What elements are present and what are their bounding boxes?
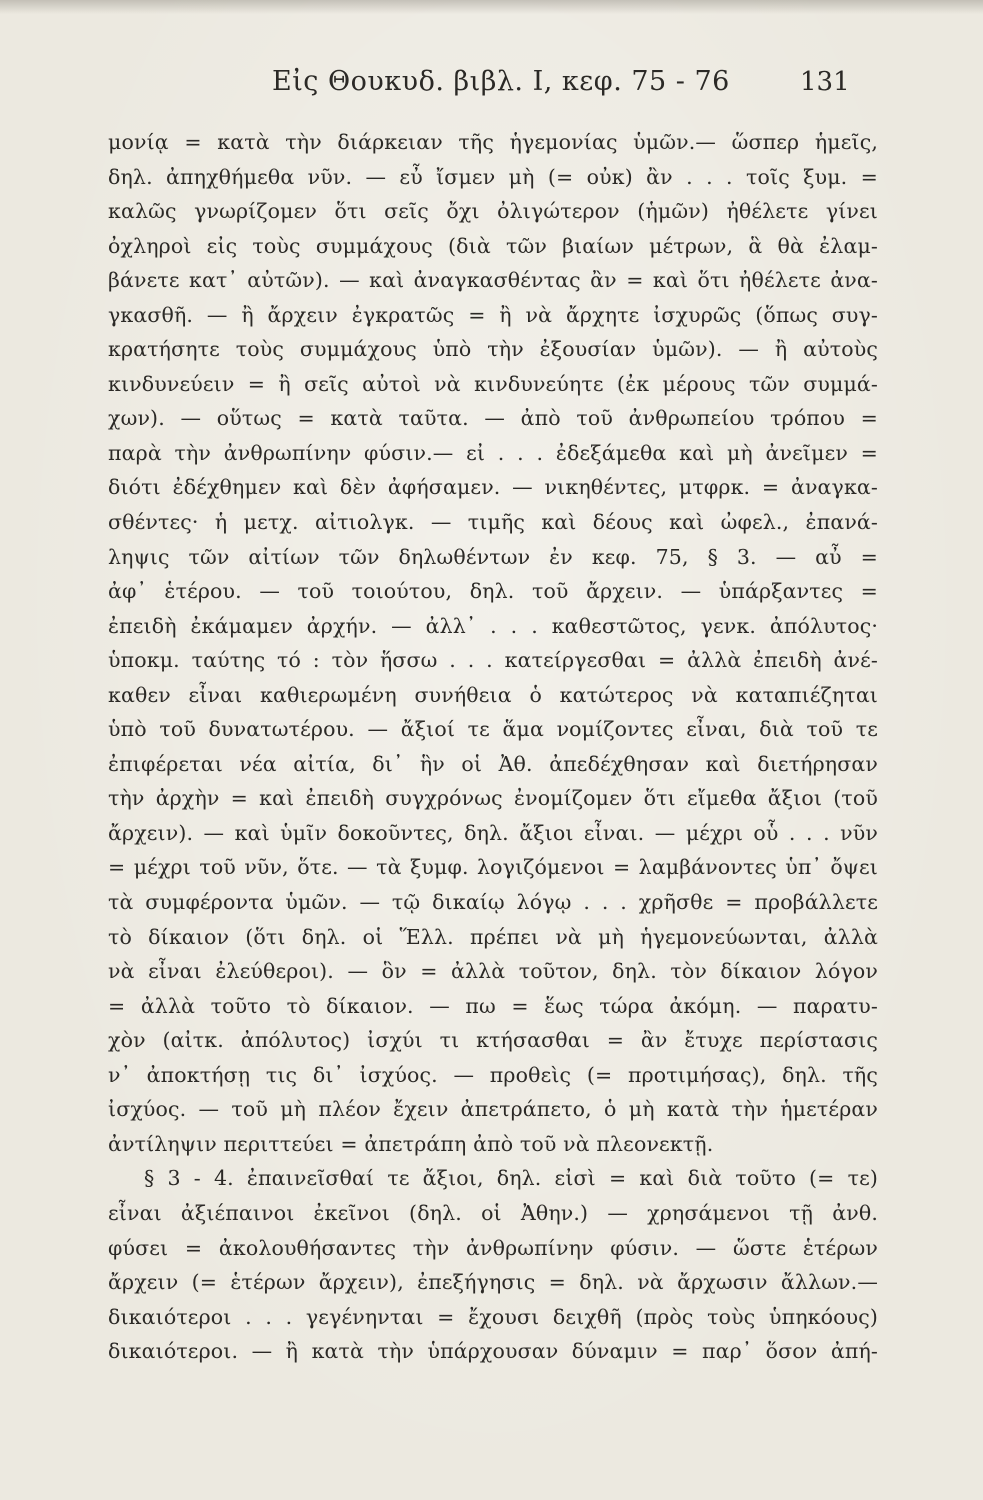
text-line: κρατήσητε τοὺς συμμάχους ὑπὸ τὴν ἐξουσίαν ὑμῶν). — ἢ αὐτοὺς (108, 337, 878, 362)
text-line: ἐπιφέρεται νέα αἰτία, δι᾽ ἣν οἱ Ἀθ. ἀπεδέχθησαν καὶ διετήρησαν (108, 751, 878, 776)
paragraph-end-line: ἀντίληψιν περιττεύει = ἀπετράπη ἀπὸ τοῦ νὰ πλεονεκτῇ. (108, 1131, 714, 1156)
text-line: ἰσχύος. — τοῦ μὴ πλέον ἔχειν ἀπετράπετο, ὁ μὴ κατὰ τὴν ἡμετέραν (108, 1097, 878, 1122)
text-line: καλῶς γνωρίζομεν ὅτι σεῖς ὄχι ὀλιγώτερον (ἡμῶν) ἠθέλετε γίνει (108, 199, 878, 224)
text-line: χὸν (αἰτκ. ἀπόλυτος) ἰσχύι τι κτήσασθαι = ἂν ἔτυχε περίστασις (108, 1028, 878, 1053)
text-line: = μέχρι τοῦ νῦν, ὅτε. — τὰ ξυμφ. λογιζόμενοι = λαμβάνοντες ὑπ᾽ ὄψει (108, 855, 878, 880)
text-line: τὰ συμφέροντα ὑμῶν. — τῷ δικαίῳ λόγῳ . . . χρῆσθε = προβάλλετε (108, 890, 878, 915)
text-line: σθέντες· ἡ μετχ. αἰτιολγκ. — τιμῆς καὶ δέους καὶ ὠφελ., ἐπανά- (108, 510, 878, 535)
text-line: ληψις τῶν αἰτίων τῶν δηλωθέντων ἐν κεφ. 75, § 3. — αὖ = (108, 544, 878, 569)
text-line: τὸ δίκαιον (ὅτι δηλ. οἱ Ἕλλ. πρέπει νὰ μὴ ἡγεμονεύωνται, ἀλλὰ (108, 924, 878, 949)
text-line: τὴν ἀρχὴν = καὶ ἐπειδὴ συγχρόνως ἐνομίζομεν ὅτι εἴμεθα ἄξιοι (τοῦ (108, 786, 878, 811)
text-line: ἄρχειν). — καὶ ὑμῖν δοκοῦντες, δηλ. ἄξιοι εἶναι. — μέχρι οὗ . . . νῦν (108, 820, 878, 845)
running-title: Εἰς Θουκυδ. βιβλ. I, κεφ. 75 - 76 (272, 66, 730, 97)
text-line: ἐπειδὴ ἐκάμαμεν ἀρχήν. — ἀλλ᾽ . . . καθεστῶτος, γενκ. ἀπόλυτος· (108, 613, 878, 638)
text-line: ἄρχειν (= ἑτέρων ἄρχειν), ἐπεξήγησις = δηλ. νὰ ἄρχωσιν ἄλλων.— (108, 1270, 878, 1295)
text-line: ν᾽ ἀποκτήσῃ τις δι᾽ ἰσχύος. — προθεὶς (= προτιμήσας), δηλ. τῆς (108, 1062, 878, 1087)
text-line: ἀφ᾽ ἑτέρου. — τοῦ τοιούτου, δηλ. τοῦ ἄρχειν. — ὑπάρξαντες = (108, 579, 878, 604)
text-line: διότι ἐδέχθημεν καὶ δὲν ἀφήσαμεν. — νικηθέντες, μτφρκ. = ἀναγκα- (108, 475, 878, 500)
text-line: καθεν εἶναι καθιερωμένη συνήθεια ὁ κατώτερος νὰ καταπιέζηται (108, 682, 878, 707)
text-line: = ἀλλὰ τοῦτο τὸ δίκαιον. — πω = ἕως τώρα ἀκόμη. — παρατυ- (108, 993, 878, 1018)
text-line: βάνετε κατ᾽ αὐτῶν). — καὶ ἀναγκασθέντας ἂν = καὶ ὅτι ἠθέλετε ἀνα- (108, 268, 878, 293)
text-line: μονίᾳ = κατὰ τὴν διάρκειαν τῆς ἡγεμονίας ὑμῶν.— ὥσπερ ἡμεῖς, (108, 130, 878, 154)
scan-edge-shadow (0, 0, 983, 14)
text-line: δηλ. ἀπηχθήμεθα νῦν. — εὖ ἴσμεν μὴ (= οὐκ) ἂν . . . τοῖς ξυμ. = (108, 164, 878, 189)
body-text (108, 125, 878, 1369)
text-line: εἶναι ἀξιέπαινοι ἐκεῖνοι (δηλ. οἱ Ἀθην.) — χρησάμενοι τῇ ἀνθ. (108, 1200, 878, 1225)
text-line: νὰ εἶναι ἐλεύθεροι). — ὃν = ἀλλὰ τοῦτον, δηλ. τὸν δίκαιον λόγον (108, 959, 878, 984)
text-line: γκασθῆ. — ἢ ἄρχειν ἐγκρατῶς = ἢ νὰ ἄρχητε ἰσχυρῶς (ὅπως συγ- (108, 302, 878, 327)
text-line: χων). — οὕτως = κατὰ ταῦτα. — ἀπὸ τοῦ ἀνθρωπείου τρόπου = (108, 406, 878, 431)
text-line: κινδυνεύειν = ἢ σεῖς αὐτοὶ νὰ κινδυνεύητε (ἐκ μέρους τῶν συμμά- (108, 371, 878, 396)
text-line: παρὰ τὴν ἀνθρωπίνην φύσιν.— εἰ . . . ἐδεξάμεθα καὶ μὴ ἀνεῖμεν = (108, 440, 878, 465)
text-line: ὑποκμ. ταύτης τό : τὸν ἥσσω . . . κατείργεσθαι = ἀλλὰ ἐπειδὴ ἀνέ- (108, 648, 878, 673)
text-line: δικαιότεροι . . . γεγένηνται = ἔχουσι δειχθῆ (πρὸς τοὺς ὑπηκόους) (108, 1304, 878, 1329)
text-line: δικαιότεροι. — ἢ κατὰ τὴν ὑπάρχουσαν δύναμιν = παρ᾽ ὅσον ἀπή- (108, 1339, 878, 1364)
text-line: ὀχληροὶ εἰς τοὺς συμμάχους (διὰ τῶν βιαίων μέτρων, ἃ θὰ ἐλαμ- (108, 233, 878, 258)
text-line: ὑπὸ τοῦ δυνατωτέρου. — ἄξιοί τε ἅμα νομίζοντες εἶναι, διὰ τοῦ τε (108, 717, 878, 742)
page-number: 131 (800, 67, 850, 97)
running-head (0, 62, 983, 102)
text-line: φύσει = ἀκολουθήσαντες τὴν ἀνθρωπίνην φύσιν. — ὥστε ἑτέρων (108, 1235, 878, 1260)
paragraph-start-line: § 3 - 4. ἐπαινεῖσθαί τε ἄξιοι, δηλ. εἰσὶ = καὶ διὰ τοῦτο (= τε) (144, 1166, 878, 1191)
